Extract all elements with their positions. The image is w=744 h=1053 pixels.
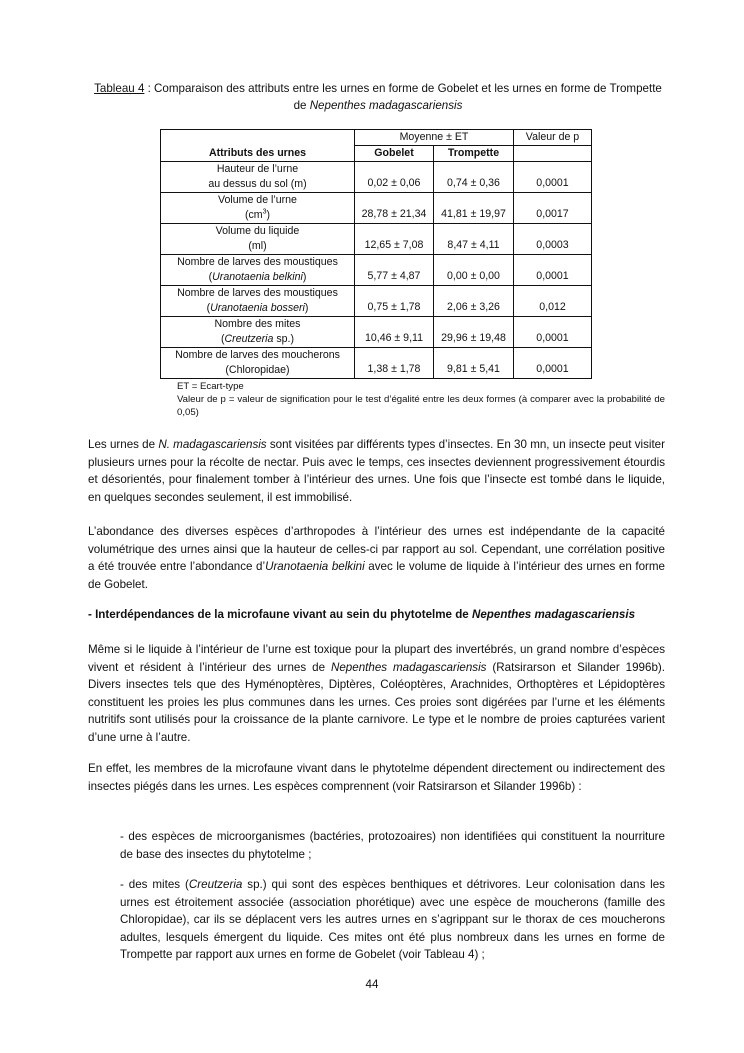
note-p-value: Valeur de p = valeur de signification pour le test d’égalité entre les deux formes (à comparer avec la probabilité de 0,05): [177, 394, 665, 418]
table-caption-label: Tableau 4: [94, 82, 145, 95]
row-attribute: Nombre de larves des moucherons (Chloropidae): [161, 348, 355, 379]
cell-trompette: 9,81 ± 5,41: [434, 348, 514, 379]
row-attribute: Hauteur de l’urne au dessus du sol (m): [161, 162, 355, 193]
cell-p-value: 0,0001: [514, 162, 592, 193]
header-p-empty: [514, 146, 592, 162]
table-row: [161, 286, 592, 317]
cell-p-value: 0,0001: [514, 348, 592, 379]
cell-gobelet: 0,02 ± 0,06: [355, 162, 434, 193]
cell-gobelet: 10,46 ± 9,11: [355, 317, 434, 348]
cell-trompette: 0,00 ± 0,00: [434, 255, 514, 286]
paragraph-3: Même si le liquide à l’intérieur de l’urne est toxique pour la plupart des invertébrés, un grand nombre d’espèces vivent et résident à l’intérieur des urnes de Nepenthes madagascariensis (Ratsirarson et Silander 1996b). Divers insectes tels que des Hyménoptères, Diptères, Coléoptères, Arachnides, Orthoptères et Lépidoptères constituent les proies les plus communes dans les urnes. Ces proies sont digérées par l’urne et les éléments nutritifs sont utilisés pour la croissance de la plante carnivore. Le type et le nombre de proies capturées varient d’une urne à l’autre.: [88, 643, 665, 744]
header-attributes: Attributs des urnes: [161, 130, 355, 162]
paragraph-4: En effet, les membres de la microfaune vivant dans le phytotelme dépendent directement ou indirectement des insectes piégés dans les urnes. Les espèces comprennent (voir Ratsirarson et Silander 1996b) :: [88, 762, 665, 793]
table-row: [161, 317, 592, 348]
row-attribute: Nombre de larves des moustiques (Uranotaenia belkini): [161, 255, 355, 286]
table-row: [161, 348, 592, 379]
row-attribute: Nombre de larves des moustiques (Uranotaenia bosseri): [161, 286, 355, 317]
cell-p-value: 0,012: [514, 286, 592, 317]
table-caption-text: : Comparaison des attributs entre les urnes en forme de Gobelet et les urnes en forme de Trompette de: [144, 82, 662, 112]
cell-gobelet: 5,77 ± 4,87: [355, 255, 434, 286]
paragraph-1: Les urnes de N. madagascariensis sont visitées par différents types d’insectes. En 30 mn, un insecte peut visiter plusieurs urnes pour la récolte de nectar. Puis avec le temps, ces insectes deviennent progressivement étourdis et désorientés, pour finalement tomber à l’intérieur des urnes. Une fois que l’insecte est tombé dans le liquide, en quelques secondes seulement, il est immobilisé.: [88, 438, 665, 504]
section-heading: - Interdépendances de la microfaune vivant au sein du phytotelme de Nepenthes madagascariensis: [88, 608, 636, 621]
cell-p-value: 0,0001: [514, 317, 592, 348]
cell-gobelet: 12,65 ± 7,08: [355, 224, 434, 255]
table-row: [161, 255, 592, 286]
cell-gobelet: 28,78 ± 21,34: [355, 193, 434, 224]
cell-trompette: 2,06 ± 3,26: [434, 286, 514, 317]
table-row: [161, 162, 592, 193]
table-row: [161, 224, 592, 255]
cell-p-value: 0,0001: [514, 255, 592, 286]
header-p-value: Valeur de p: [514, 130, 592, 146]
cell-p-value: 0,0003: [514, 224, 592, 255]
paragraph-2: L’abondance des diverses espèces d’arthropodes à l’intérieur des urnes est indépendante de la capacité volumétrique des urnes ainsi que la hauteur de celles-ci par rapport au sol. Cependant, une corrélation positive a été trouvée entre l’abondance d’Uranotaenia belkini avec le volume de liquide à l’intérieur des urnes en forme de Gobelet.: [88, 525, 665, 591]
cell-trompette: 29,96 ± 19,48: [434, 317, 514, 348]
bullet-1: - des espèces de microorganismes (bactéries, protozoaires) non identifiées qui constituent la nourriture de base des insectes du phytotelme ;: [120, 830, 665, 861]
header-trompette: Trompette: [434, 146, 514, 162]
table-caption: [88, 80, 668, 114]
cell-gobelet: 1,38 ± 1,78: [355, 348, 434, 379]
cell-trompette: 0,74 ± 0,36: [434, 162, 514, 193]
row-attribute: Volume du liquide (ml): [161, 224, 355, 255]
note-et: ET = Ecart-type: [177, 381, 244, 392]
cell-trompette: 8,47 ± 4,11: [434, 224, 514, 255]
row-attribute: Volume de l’urne $(cm^3)$: [161, 193, 355, 224]
table-header-row-1: [161, 130, 592, 146]
table-notes: [177, 380, 665, 419]
cell-gobelet: 0,75 ± 1,78: [355, 286, 434, 317]
header-gobelet: Gobelet: [355, 146, 434, 162]
table-caption-species: Nepenthes madagascariensis: [309, 99, 463, 112]
table-row: [161, 193, 592, 224]
cell-p-value: 0,0017: [514, 193, 592, 224]
comparison-table: [160, 129, 592, 379]
cell-trompette: 41,81 ± 19,97: [434, 193, 514, 224]
header-mean: Moyenne ± ET: [355, 130, 514, 146]
page-number: 44: [365, 978, 379, 991]
row-attribute: Nombre des mites (Creutzeria sp.): [161, 317, 355, 348]
bullet-2: - des mites (Creutzeria sp.) qui sont des espèces benthiques et détrivores. Leur colonisation dans les urnes est étroitement associée (association phorétique) avec une espèce de moucherons (famille des Chloropidae), car ils se déplacent vers les autres urnes en s’agrippant sur le thorax de ces moucherons adultes, lesquels émergent du liquide. Ces mites ont été plus nombreux dans les urnes en forme de Trompette par rapport aux urnes en forme de Gobelet (voir Tableau 4) ;: [120, 878, 665, 961]
